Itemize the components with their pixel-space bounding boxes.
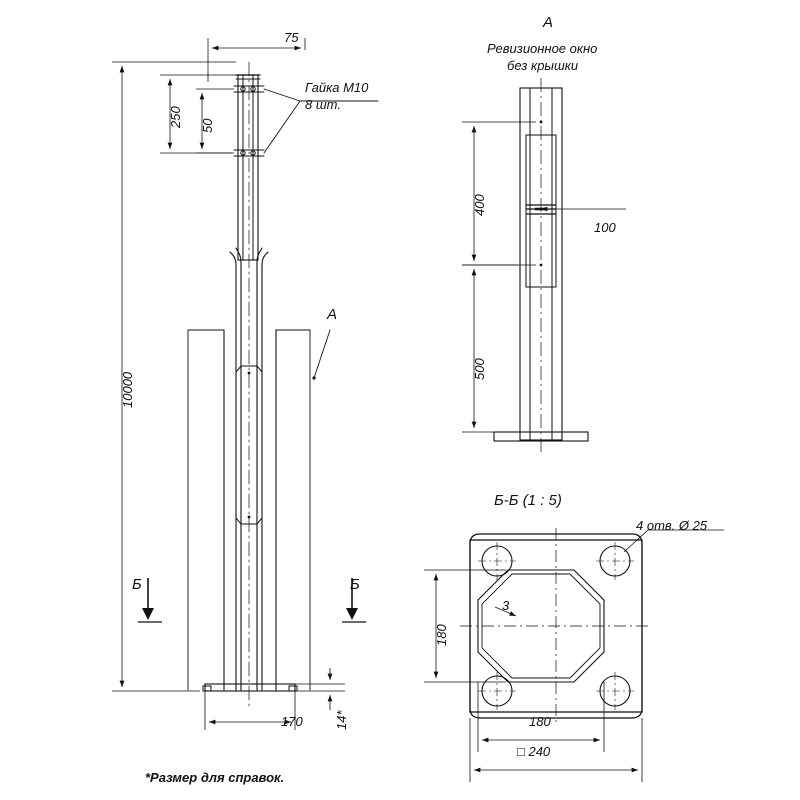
callout-nut-line1: Гайка М10: [305, 80, 369, 95]
view-a-dimensions: [462, 122, 626, 432]
dim-label-14: 14*: [334, 710, 349, 730]
section-mark-label-right: Б: [350, 576, 360, 593]
dim-label-3: 3: [502, 598, 510, 613]
dim-label-180-horizontal: 180: [529, 714, 551, 729]
dim-label-10000: 10000: [120, 371, 135, 408]
section-mark-label-left: Б: [132, 576, 142, 593]
dim-label-400: 400: [472, 194, 487, 216]
section-bb-title: Б-Б (1 : 5): [494, 492, 562, 509]
dim-label-75: 75: [284, 30, 299, 45]
callout-nut-line2: 8 шт.: [305, 97, 341, 112]
dim-label-250: 250: [168, 106, 183, 128]
dim-label-240: □ 240: [517, 744, 551, 759]
dim-label-100: 100: [594, 220, 616, 235]
dim-label-50: 50: [200, 118, 215, 133]
section-marks: [138, 578, 366, 622]
dim-label-500: 500: [472, 358, 487, 380]
holes-note: 4 отв. Ø 25: [636, 518, 708, 533]
dim-label-170: 170: [281, 714, 303, 729]
view-a-title: А: [543, 14, 554, 31]
view-a-note-line2: без крышки: [507, 58, 579, 73]
footnote: *Размер для справок.: [145, 770, 285, 785]
view-a-note-line1: Ревизионное окно: [487, 41, 598, 56]
dim-label-180-vertical: 180: [434, 624, 449, 646]
section-bb-geometry: [460, 528, 724, 724]
view-a-geometry: [494, 78, 588, 455]
detail-letter-a-main: А: [327, 306, 338, 323]
